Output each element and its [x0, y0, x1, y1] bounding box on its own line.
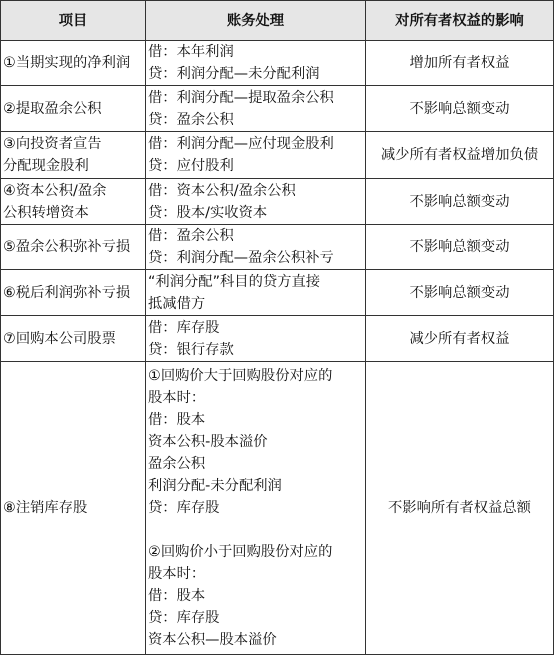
effect-cell: 不影响总额变动	[366, 225, 554, 270]
item-cell	[1, 86, 146, 132]
item-text: ④资本公积/盈余	[3, 182, 107, 199]
item-text: ①当期实现的净利润	[3, 55, 131, 71]
treatment-line: 贷：利润分配—盈余公积补亏	[148, 250, 334, 266]
table-row	[1, 132, 554, 179]
table-row	[1, 270, 554, 316]
table-row	[1, 362, 554, 655]
treatment-line: 借：股本	[148, 588, 206, 604]
treatment-line: 资本公积—股本溢价	[148, 632, 277, 648]
treatment-cell	[146, 362, 366, 655]
treatment-line: 贷：利润分配—未分配利润	[148, 66, 320, 82]
effect-cell: 不影响总额变动	[366, 179, 554, 225]
treatment-line: 借：股本	[148, 412, 206, 428]
treatment-line: 借：本年利润	[148, 44, 234, 60]
table-row	[1, 41, 554, 86]
treatment-line: 利润分配-未分配利润	[148, 478, 282, 494]
treatment-line: 贷：银行存款	[148, 341, 234, 358]
effect-cell: 不影响所有者权益总额	[366, 362, 554, 655]
spacer	[148, 519, 363, 541]
effect-cell: 不影响总额变动	[366, 270, 554, 316]
treatment-line: 借：盈余公积	[148, 228, 234, 244]
table-row	[1, 86, 554, 132]
treatment-line: 股本时：	[148, 390, 206, 406]
item-text: ②提取盈余公积	[3, 100, 102, 117]
treatment-line: “利润分配”科目的贷方直接	[148, 273, 321, 290]
table-row	[1, 316, 554, 362]
treatment-line: 资本公积-股本溢价	[148, 434, 268, 450]
treatment-line: 借：库存股	[148, 319, 220, 336]
effect-cell: 减少所有者权益增加负债	[366, 132, 554, 179]
item-text: ⑧注销库存股	[3, 500, 88, 516]
item-cell	[1, 132, 146, 179]
treatment-cell	[146, 179, 366, 225]
treatment-cell	[146, 86, 366, 132]
treatment-line: 贷：应付股利	[148, 158, 234, 174]
item-cell	[1, 270, 146, 316]
treatment-line: 股本时：	[148, 566, 206, 582]
treatment-line: 盈余公积	[148, 456, 206, 472]
item-cell	[1, 362, 146, 655]
item-cell	[1, 316, 146, 362]
item-text: ⑤盈余公积弥补亏损	[3, 239, 131, 255]
item-text: 公积转增资本	[3, 204, 89, 221]
table-row	[1, 225, 554, 270]
treatment-cell	[146, 270, 366, 316]
table-row	[1, 179, 554, 225]
effect-cell: 减少所有者权益	[366, 316, 554, 362]
treatment-cell	[146, 41, 366, 86]
treatment-cell	[146, 316, 366, 362]
effect-cell: 不影响总额变动	[366, 86, 554, 132]
item-cell	[1, 41, 146, 86]
item-text: ⑦回购本公司股票	[3, 330, 116, 347]
treatment-line: 抵减借方	[148, 295, 206, 312]
effect-cell: 增加所有者权益	[366, 41, 554, 86]
treatment-line: 借：资本公积/盈余公积	[148, 182, 296, 199]
treatment-cell	[146, 225, 366, 270]
treatment-line: ②回购价小于回购股份对应的	[148, 544, 333, 560]
item-cell	[1, 225, 146, 270]
item-cell	[1, 179, 146, 225]
header-item: 项目	[1, 1, 146, 41]
treatment-line: 借：利润分配—应付现金股利	[148, 136, 334, 152]
item-text: ⑥税后利润弥补亏损	[3, 284, 131, 301]
item-text: 分配现金股利	[3, 158, 89, 174]
header-row	[1, 1, 554, 41]
treatment-line: 贷：库存股	[148, 500, 220, 516]
item-text: ③向投资者宣告	[3, 136, 102, 152]
treatment-line: 贷：库存股	[148, 610, 220, 626]
treatment-line: ①回购价大于回购股份对应的	[148, 368, 333, 384]
treatment-line: 贷：股本/实收资本	[148, 204, 268, 221]
treatment-line: 贷：盈余公积	[148, 111, 234, 128]
treatment-cell	[146, 132, 366, 179]
treatment-line: 借：利润分配—提取盈余公积	[148, 89, 334, 106]
header-effect: 对所有者权益的影响	[366, 1, 554, 41]
header-treatment: 账务处理	[146, 1, 366, 41]
